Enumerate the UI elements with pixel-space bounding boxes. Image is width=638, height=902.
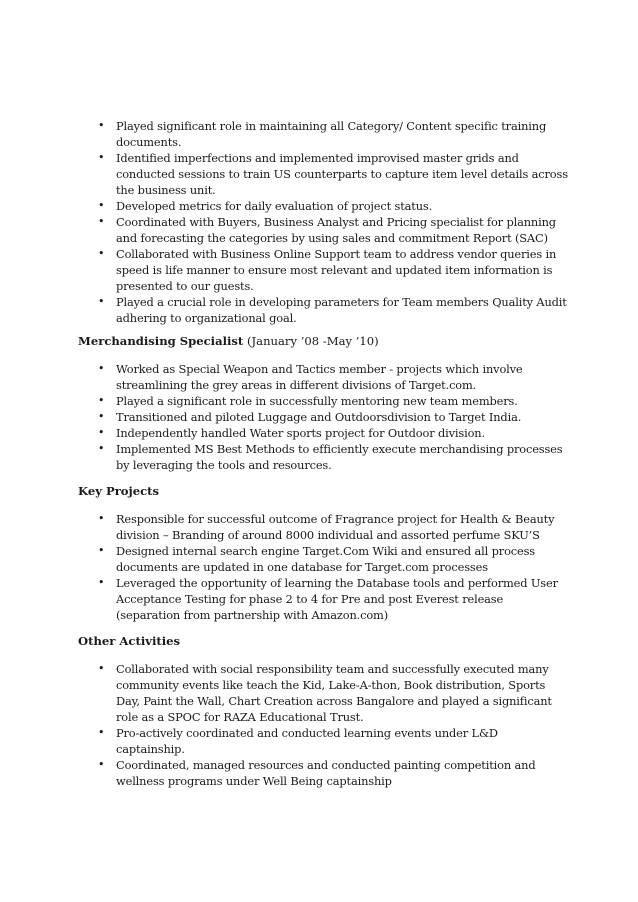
- list-item: • Developed metrics for daily evaluation of project status.: [98, 199, 433, 213]
- section-heading-key-projects: [78, 483, 568, 499]
- list-item: • Coordinated with Buyers, Business Analyst and Pricing specialist for planning and forecasting the categories by using sales and commitment Report (SAC): [98, 215, 556, 245]
- section-period: (January ’08 -May ’10): [243, 334, 379, 348]
- list-item: • Designed internal search engine Target.Com Wiki and ensured all process documents are updated in one database for Target.com processes: [98, 544, 535, 574]
- section-title: Merchandising Specialist: [78, 334, 244, 348]
- section-heading-merchandising: [78, 333, 568, 349]
- bullet-icon: •: [98, 544, 105, 557]
- bullet-icon: •: [98, 247, 105, 260]
- bullet-icon: •: [98, 758, 105, 771]
- list-item: • Identified imperfections and implemented improvised master grids and conducted sessions to train US counterparts to capture item level details across the business unit.: [98, 151, 568, 197]
- bullet-icon: •: [98, 512, 105, 525]
- bullet-icon: •: [98, 199, 105, 212]
- bullet-icon: •: [98, 362, 105, 375]
- section-heading-other-activities: [78, 633, 568, 649]
- list-item: • Coordinated, managed resources and conducted painting competition and wellness programs under Well Being captainship: [98, 758, 536, 788]
- bullet-icon: •: [98, 295, 105, 308]
- key-projects-bullet-list: [78, 511, 568, 623]
- list-item: • Leveraged the opportunity of learning the Database tools and performed User Acceptance Testing for phase 2 to 4 for Pre and post Everest release (separation from partnership with Amazon.com): [98, 576, 558, 622]
- bullet-icon: •: [98, 426, 105, 439]
- list-item: • Collaborated with social responsibility team and successfully executed many community events like teach the Kid, Lake-A-thon, Book distribution, Sports Day, Paint the Wall, Chart Creation across Bangalore and played a significant role as a SPOC for RAZA Educational Trust.: [98, 662, 552, 724]
- section-title: Other Activities: [78, 634, 181, 648]
- merch-bullet-list: [78, 361, 568, 473]
- list-item: • Worked as Special Weapon and Tactics member - projects which involve streamlining the grey areas in different divisions of Target.com.: [98, 362, 523, 392]
- list-item: • Collaborated with Business Online Support team to address vendor queries in speed is life manner to ensure most relevant and updated item information is presented to our guests.: [98, 247, 557, 293]
- bullet-icon: •: [98, 410, 105, 423]
- bullet-icon: •: [98, 576, 105, 589]
- list-item: • Played a significant role in successfully mentoring new team members.: [98, 394, 518, 408]
- other-activities-bullet-list: [78, 661, 568, 789]
- bullet-icon: •: [98, 442, 105, 455]
- bullet-icon: •: [98, 119, 105, 132]
- list-item: • Implemented MS Best Methods to efficiently execute merchandising processes by leveraging the tools and resources.: [98, 442, 563, 472]
- list-item: • Independently handled Water sports project for Outdoor division.: [98, 426, 485, 440]
- list-item: • Transitioned and piloted Luggage and Outdoorsdivision to Target India.: [98, 410, 522, 424]
- resume-page: [78, 118, 568, 789]
- bullet-icon: •: [98, 394, 105, 407]
- bullet-icon: •: [98, 151, 105, 164]
- list-item: • Responsible for successful outcome of Fragrance project for Health & Beauty division – Branding of around 8000 individual and assorted perfume SKU’S: [98, 512, 555, 542]
- bullet-icon: •: [98, 726, 105, 739]
- bullet-icon: •: [98, 215, 105, 228]
- top-bullet-list: [78, 118, 568, 326]
- section-title: Key Projects: [78, 484, 160, 498]
- list-item: • Played a crucial role in developing parameters for Team members Quality Audit adhering to organizational goal.: [98, 295, 567, 325]
- list-item: • Played significant role in maintaining all Category/ Content specific training documents.: [98, 119, 547, 149]
- list-item: • Pro-actively coordinated and conducted learning events under L&D captainship.: [98, 726, 498, 756]
- bullet-icon: •: [98, 662, 105, 675]
